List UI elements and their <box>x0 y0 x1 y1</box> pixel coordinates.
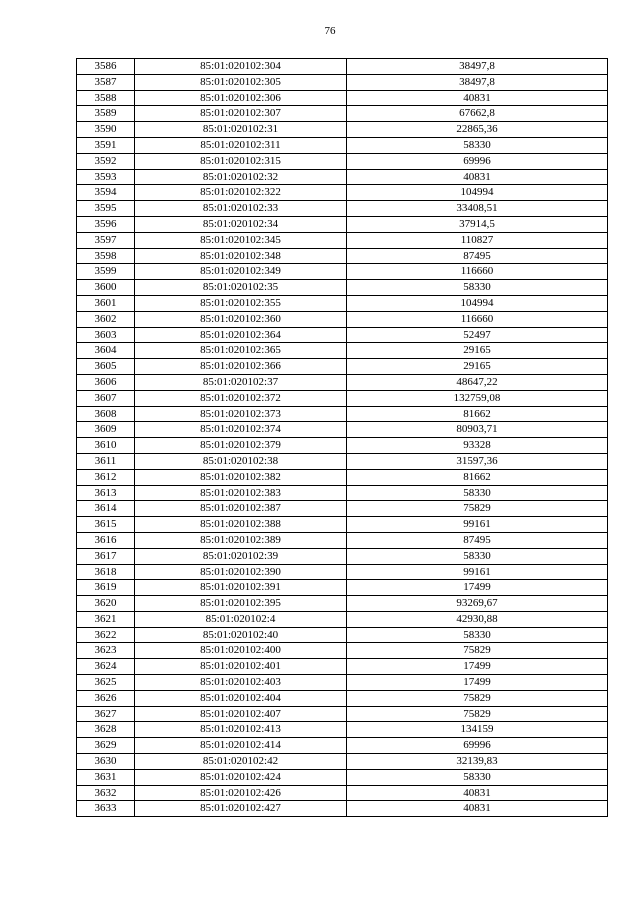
value-cell: 33408,51 <box>347 201 608 217</box>
table-row <box>77 264 608 280</box>
value-cell: 58330 <box>347 548 608 564</box>
value-cell: 80903,71 <box>347 422 608 438</box>
table-row <box>77 232 608 248</box>
cadastral-number-cell: 85:01:020102:37 <box>135 374 347 390</box>
row-number-cell: 3602 <box>77 311 135 327</box>
row-number-cell: 3587 <box>77 74 135 90</box>
row-number-cell: 3605 <box>77 359 135 375</box>
table-row <box>77 659 608 675</box>
value-cell: 38497,8 <box>347 74 608 90</box>
row-number-cell: 3596 <box>77 216 135 232</box>
cadastral-number-cell: 85:01:020102:426 <box>135 785 347 801</box>
cadastral-number-cell: 85:01:020102:4 <box>135 611 347 627</box>
table-row <box>77 643 608 659</box>
value-cell: 58330 <box>347 627 608 643</box>
row-number-cell: 3611 <box>77 453 135 469</box>
table-row <box>77 532 608 548</box>
value-cell: 75829 <box>347 690 608 706</box>
cadastral-number-cell: 85:01:020102:395 <box>135 596 347 612</box>
table-row <box>77 548 608 564</box>
value-cell: 22865,36 <box>347 122 608 138</box>
cadastral-number-cell: 85:01:020102:42 <box>135 754 347 770</box>
row-number-cell: 3593 <box>77 169 135 185</box>
value-cell: 116660 <box>347 311 608 327</box>
row-number-cell: 3592 <box>77 153 135 169</box>
row-number-cell: 3620 <box>77 596 135 612</box>
value-cell: 40831 <box>347 169 608 185</box>
value-cell: 75829 <box>347 706 608 722</box>
row-number-cell: 3625 <box>77 675 135 691</box>
value-cell: 37914,5 <box>347 216 608 232</box>
row-number-cell: 3597 <box>77 232 135 248</box>
value-cell: 87495 <box>347 532 608 548</box>
row-number-cell: 3622 <box>77 627 135 643</box>
cadastral-number-cell: 85:01:020102:355 <box>135 295 347 311</box>
cadastral-number-cell: 85:01:020102:379 <box>135 438 347 454</box>
cadastral-number-cell: 85:01:020102:365 <box>135 343 347 359</box>
value-cell: 58330 <box>347 485 608 501</box>
table-row <box>77 59 608 75</box>
cadastral-number-cell: 85:01:020102:35 <box>135 280 347 296</box>
table-row <box>77 611 608 627</box>
table-row <box>77 390 608 406</box>
value-cell: 40831 <box>347 90 608 106</box>
value-cell: 29165 <box>347 343 608 359</box>
table-row <box>77 169 608 185</box>
table-row <box>77 706 608 722</box>
cadastral-number-cell: 85:01:020102:373 <box>135 406 347 422</box>
row-number-cell: 3629 <box>77 738 135 754</box>
row-number-cell: 3628 <box>77 722 135 738</box>
value-cell: 99161 <box>347 564 608 580</box>
row-number-cell: 3600 <box>77 280 135 296</box>
row-number-cell: 3615 <box>77 517 135 533</box>
table-row <box>77 248 608 264</box>
table-row <box>77 517 608 533</box>
table-row <box>77 106 608 122</box>
cadastral-number-cell: 85:01:020102:374 <box>135 422 347 438</box>
table-row <box>77 311 608 327</box>
row-number-cell: 3623 <box>77 643 135 659</box>
value-cell: 87495 <box>347 248 608 264</box>
row-number-cell: 3586 <box>77 59 135 75</box>
value-cell: 69996 <box>347 153 608 169</box>
cadastral-number-cell: 85:01:020102:39 <box>135 548 347 564</box>
table-row <box>77 359 608 375</box>
table-row <box>77 769 608 785</box>
table-row <box>77 627 608 643</box>
table-row <box>77 280 608 296</box>
value-cell: 93269,67 <box>347 596 608 612</box>
row-number-cell: 3624 <box>77 659 135 675</box>
cadastral-number-cell: 85:01:020102:322 <box>135 185 347 201</box>
row-number-cell: 3614 <box>77 501 135 517</box>
table-row <box>77 469 608 485</box>
table-row <box>77 722 608 738</box>
table-row <box>77 690 608 706</box>
value-cell: 48647,22 <box>347 374 608 390</box>
value-cell: 58330 <box>347 769 608 785</box>
value-cell: 38497,8 <box>347 59 608 75</box>
table-row <box>77 295 608 311</box>
row-number-cell: 3589 <box>77 106 135 122</box>
cadastral-number-cell: 85:01:020102:400 <box>135 643 347 659</box>
cadastral-number-cell: 85:01:020102:382 <box>135 469 347 485</box>
table-row <box>77 153 608 169</box>
row-number-cell: 3631 <box>77 769 135 785</box>
row-number-cell: 3607 <box>77 390 135 406</box>
value-cell: 58330 <box>347 137 608 153</box>
cadastral-number-cell: 85:01:020102:307 <box>135 106 347 122</box>
row-number-cell: 3610 <box>77 438 135 454</box>
row-number-cell: 3603 <box>77 327 135 343</box>
cadastral-number-cell: 85:01:020102:388 <box>135 517 347 533</box>
table-row <box>77 485 608 501</box>
row-number-cell: 3621 <box>77 611 135 627</box>
row-number-cell: 3616 <box>77 532 135 548</box>
cadastral-number-cell: 85:01:020102:38 <box>135 453 347 469</box>
row-number-cell: 3595 <box>77 201 135 217</box>
table-row <box>77 422 608 438</box>
cadastral-number-cell: 85:01:020102:305 <box>135 74 347 90</box>
row-number-cell: 3588 <box>77 90 135 106</box>
cadastral-number-cell: 85:01:020102:315 <box>135 153 347 169</box>
cadastral-number-cell: 85:01:020102:387 <box>135 501 347 517</box>
table-row <box>77 580 608 596</box>
value-cell: 69996 <box>347 738 608 754</box>
cadastral-number-cell: 85:01:020102:33 <box>135 201 347 217</box>
cadastral-number-cell: 85:01:020102:372 <box>135 390 347 406</box>
value-cell: 31597,36 <box>347 453 608 469</box>
cadastral-number-cell: 85:01:020102:390 <box>135 564 347 580</box>
cadastral-number-cell: 85:01:020102:414 <box>135 738 347 754</box>
row-number-cell: 3590 <box>77 122 135 138</box>
cadastral-number-cell: 85:01:020102:383 <box>135 485 347 501</box>
row-number-cell: 3598 <box>77 248 135 264</box>
value-cell: 134159 <box>347 722 608 738</box>
row-number-cell: 3604 <box>77 343 135 359</box>
value-cell: 58330 <box>347 280 608 296</box>
value-cell: 52497 <box>347 327 608 343</box>
cadastral-number-cell: 85:01:020102:364 <box>135 327 347 343</box>
cadastral-number-cell: 85:01:020102:413 <box>135 722 347 738</box>
table-row <box>77 754 608 770</box>
value-cell: 93328 <box>347 438 608 454</box>
row-number-cell: 3626 <box>77 690 135 706</box>
value-cell: 132759,08 <box>347 390 608 406</box>
cadastral-number-cell: 85:01:020102:404 <box>135 690 347 706</box>
value-cell: 29165 <box>347 359 608 375</box>
row-number-cell: 3612 <box>77 469 135 485</box>
table-row <box>77 785 608 801</box>
value-cell: 110827 <box>347 232 608 248</box>
row-number-cell: 3627 <box>77 706 135 722</box>
value-cell: 17499 <box>347 675 608 691</box>
value-cell: 67662,8 <box>347 106 608 122</box>
cadastral-number-cell: 85:01:020102:401 <box>135 659 347 675</box>
value-cell: 104994 <box>347 295 608 311</box>
value-cell: 81662 <box>347 406 608 422</box>
cadastral-table <box>76 58 608 817</box>
page-number: 76 <box>324 25 336 37</box>
table-row <box>77 564 608 580</box>
value-cell: 32139,83 <box>347 754 608 770</box>
table-row <box>77 343 608 359</box>
value-cell: 81662 <box>347 469 608 485</box>
table-row <box>77 90 608 106</box>
row-number-cell: 3609 <box>77 422 135 438</box>
value-cell: 40831 <box>347 785 608 801</box>
cadastral-number-cell: 85:01:020102:311 <box>135 137 347 153</box>
table-row <box>77 327 608 343</box>
value-cell: 17499 <box>347 580 608 596</box>
value-cell: 17499 <box>347 659 608 675</box>
row-number-cell: 3608 <box>77 406 135 422</box>
table-row <box>77 374 608 390</box>
row-number-cell: 3633 <box>77 801 135 817</box>
cadastral-number-cell: 85:01:020102:31 <box>135 122 347 138</box>
table-row <box>77 675 608 691</box>
cadastral-number-cell: 85:01:020102:391 <box>135 580 347 596</box>
cadastral-number-cell: 85:01:020102:407 <box>135 706 347 722</box>
row-number-cell: 3630 <box>77 754 135 770</box>
cadastral-number-cell: 85:01:020102:304 <box>135 59 347 75</box>
cadastral-number-cell: 85:01:020102:34 <box>135 216 347 232</box>
table-row <box>77 74 608 90</box>
table-row <box>77 801 608 817</box>
table-row <box>77 137 608 153</box>
table-body <box>77 59 608 817</box>
table-row <box>77 406 608 422</box>
row-number-cell: 3617 <box>77 548 135 564</box>
value-cell: 104994 <box>347 185 608 201</box>
table-row <box>77 453 608 469</box>
cadastral-number-cell: 85:01:020102:306 <box>135 90 347 106</box>
cadastral-number-cell: 85:01:020102:40 <box>135 627 347 643</box>
row-number-cell: 3606 <box>77 374 135 390</box>
value-cell: 116660 <box>347 264 608 280</box>
cadastral-number-cell: 85:01:020102:424 <box>135 769 347 785</box>
table-row <box>77 596 608 612</box>
row-number-cell: 3618 <box>77 564 135 580</box>
cadastral-number-cell: 85:01:020102:389 <box>135 532 347 548</box>
row-number-cell: 3594 <box>77 185 135 201</box>
value-cell: 40831 <box>347 801 608 817</box>
table-row <box>77 501 608 517</box>
value-cell: 75829 <box>347 643 608 659</box>
cadastral-number-cell: 85:01:020102:345 <box>135 232 347 248</box>
row-number-cell: 3632 <box>77 785 135 801</box>
cadastral-number-cell: 85:01:020102:427 <box>135 801 347 817</box>
table-row <box>77 438 608 454</box>
value-cell: 99161 <box>347 517 608 533</box>
table-row <box>77 216 608 232</box>
cadastral-number-cell: 85:01:020102:32 <box>135 169 347 185</box>
cadastral-number-cell: 85:01:020102:360 <box>135 311 347 327</box>
cadastral-number-cell: 85:01:020102:349 <box>135 264 347 280</box>
table-row <box>77 185 608 201</box>
table-row <box>77 122 608 138</box>
row-number-cell: 3619 <box>77 580 135 596</box>
value-cell: 75829 <box>347 501 608 517</box>
table-row <box>77 738 608 754</box>
cadastral-number-cell: 85:01:020102:403 <box>135 675 347 691</box>
row-number-cell: 3591 <box>77 137 135 153</box>
cadastral-number-cell: 85:01:020102:366 <box>135 359 347 375</box>
row-number-cell: 3599 <box>77 264 135 280</box>
row-number-cell: 3601 <box>77 295 135 311</box>
table-row <box>77 201 608 217</box>
cadastral-number-cell: 85:01:020102:348 <box>135 248 347 264</box>
value-cell: 42930,88 <box>347 611 608 627</box>
row-number-cell: 3613 <box>77 485 135 501</box>
